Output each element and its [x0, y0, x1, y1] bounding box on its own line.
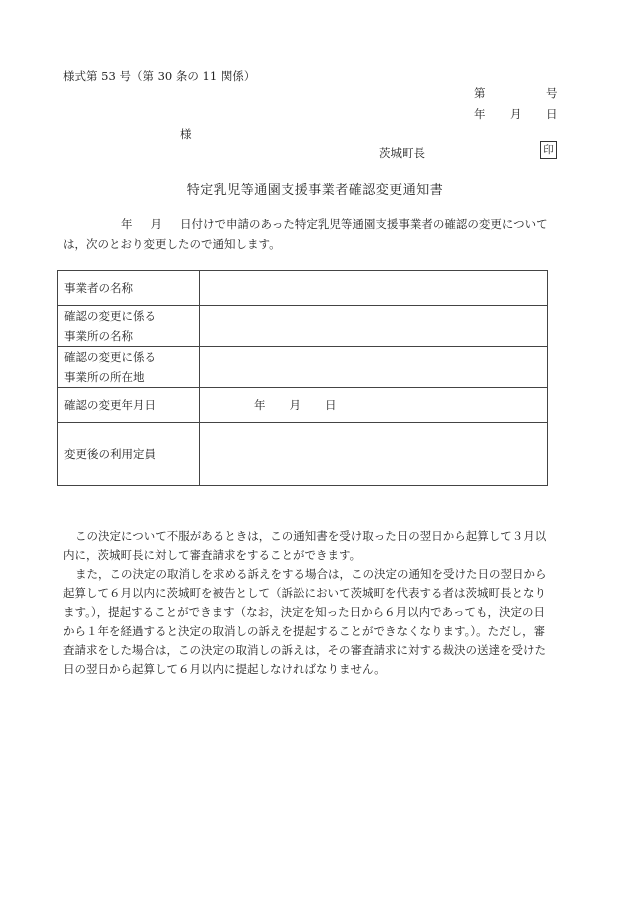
issue-day: 日: [546, 107, 558, 121]
intro-year: 年: [121, 217, 133, 231]
issue-year: 年: [474, 107, 486, 121]
issue-month: 月: [510, 107, 522, 121]
intro-text-2: は，次のとおり変更したので通知します。: [63, 236, 281, 251]
change-date-value: [200, 388, 548, 423]
change-details-table: [57, 270, 548, 486]
operator-name-value: [200, 271, 548, 306]
facility-name-value: [200, 306, 548, 347]
change-day: 日: [325, 398, 337, 412]
table-row: [58, 347, 548, 388]
appeal-notice-paragraph-1: この決定について不服があるときは，この通知書を受け取った日の翌日から起算して３月以内に，茨城町長に対して審査請求をすることができます。: [63, 529, 547, 562]
table-row: [58, 423, 548, 486]
issuer-name: 茨城町長: [379, 146, 425, 160]
intro-month: 月: [150, 217, 162, 231]
table-row: [58, 388, 548, 423]
row-label-facility-address: 確認の変更に係る 事業所の所在地: [58, 347, 200, 388]
row-label-facility-name: 確認の変更に係る 事業所の名称: [58, 306, 200, 347]
table-row: [58, 306, 548, 347]
intro-text-1: 日付けで申請のあった特定乳児等通園支援事業者の確認の変更について: [180, 217, 548, 231]
document-title: 特定乳児等通園支援事業者確認変更通知書: [186, 183, 444, 198]
change-month: 月: [289, 398, 301, 412]
seal-box: 印: [540, 141, 557, 159]
facility-address-value: [200, 347, 548, 388]
row-label-capacity: 変更後の利用定員: [58, 423, 200, 486]
addressee-honorific: 様: [180, 127, 192, 141]
capacity-value: [200, 423, 548, 486]
number-suffix: 号: [546, 86, 558, 100]
intro-paragraph: [63, 215, 553, 254]
table-row: [58, 271, 548, 306]
row-label-operator-name: 事業者の名称: [58, 271, 200, 306]
change-year: 年: [254, 398, 266, 412]
number-prefix: 第: [474, 86, 486, 100]
appeal-notice: [63, 527, 555, 679]
form-number-label: 様式第 53 号（第 30 条の 11 関係）: [63, 69, 256, 83]
appeal-notice-paragraph-2: また，この決定の取消しを求める訴えをする場合は，この決定の通知を受けた日の翌日から起算して６月以内に茨城町を被告として（訴訟において茨城町を代表する者は茨城町長となります。），提起することができます（なお，決定を知った日から６月以内であっても，決定の日から１年を経過すると決定の取消しの訴えを提起することができなくなります。）。ただし，審査請求をした場合は，この決定の取消しの訴えは，その審査請求に対する裁決の送達を受けた日の翌日から起算して６月以内に提起しなければなりません。: [63, 567, 547, 676]
row-label-change-date: 確認の変更年月日: [58, 388, 200, 423]
